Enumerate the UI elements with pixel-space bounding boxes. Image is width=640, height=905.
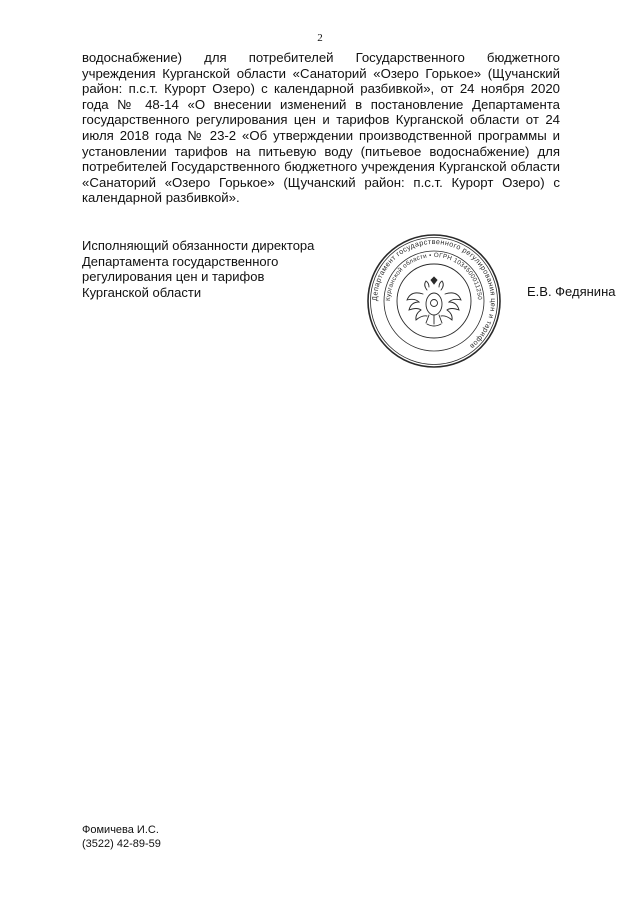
signatory-title-line-2: Департамента государственного (82, 253, 279, 269)
seal-inner-text: Курганской области • ОГРН 1034500011250 (384, 251, 484, 302)
signatory-title-line-4: Курганской области (82, 284, 202, 300)
seal-outer-text: Департамент государственного регулирования цен и тарифов (369, 236, 499, 352)
signer-name: Е.В. Федянина (527, 284, 616, 299)
eagle-emblem-icon (407, 277, 461, 326)
executor-name: Фомичева И.С. (82, 824, 159, 836)
signatory-block (82, 238, 352, 300)
executor-phone: (3522) 42-89-59 (82, 837, 161, 850)
page-number: 2 (317, 32, 323, 44)
signatory-title-line-1: Исполняющий обязанности директора (82, 238, 315, 253)
executor-block (82, 824, 161, 851)
signatory-title-line-3: регулирования цен и тарифов (82, 269, 265, 285)
body-paragraph: водоснабжение) для потребителей Государственного бюджетного учреждения Курганской области «Санаторий «Озеро Горькое» (Щучанский район: п.с.т. Курорт Озеро) с календарной разбивкой», от 24 ноября 2020 года № 48-14 «О внесении изменений в постановление Департамента государственного регулирования цен и тарифов Курганской области от 24 июля 2018 года № 23-2 «Об утверждении производственной программы и установлении тарифов на питьевую воду (питьевое водоснабжение) для потребителей Государственного бюджетного учреждения Курганской области «Санаторий «Озеро Горькое» (Щучанский район: п.с.т. Курорт Озеро) с календарной разбивкой». (82, 50, 560, 206)
official-seal-stamp (365, 232, 503, 370)
